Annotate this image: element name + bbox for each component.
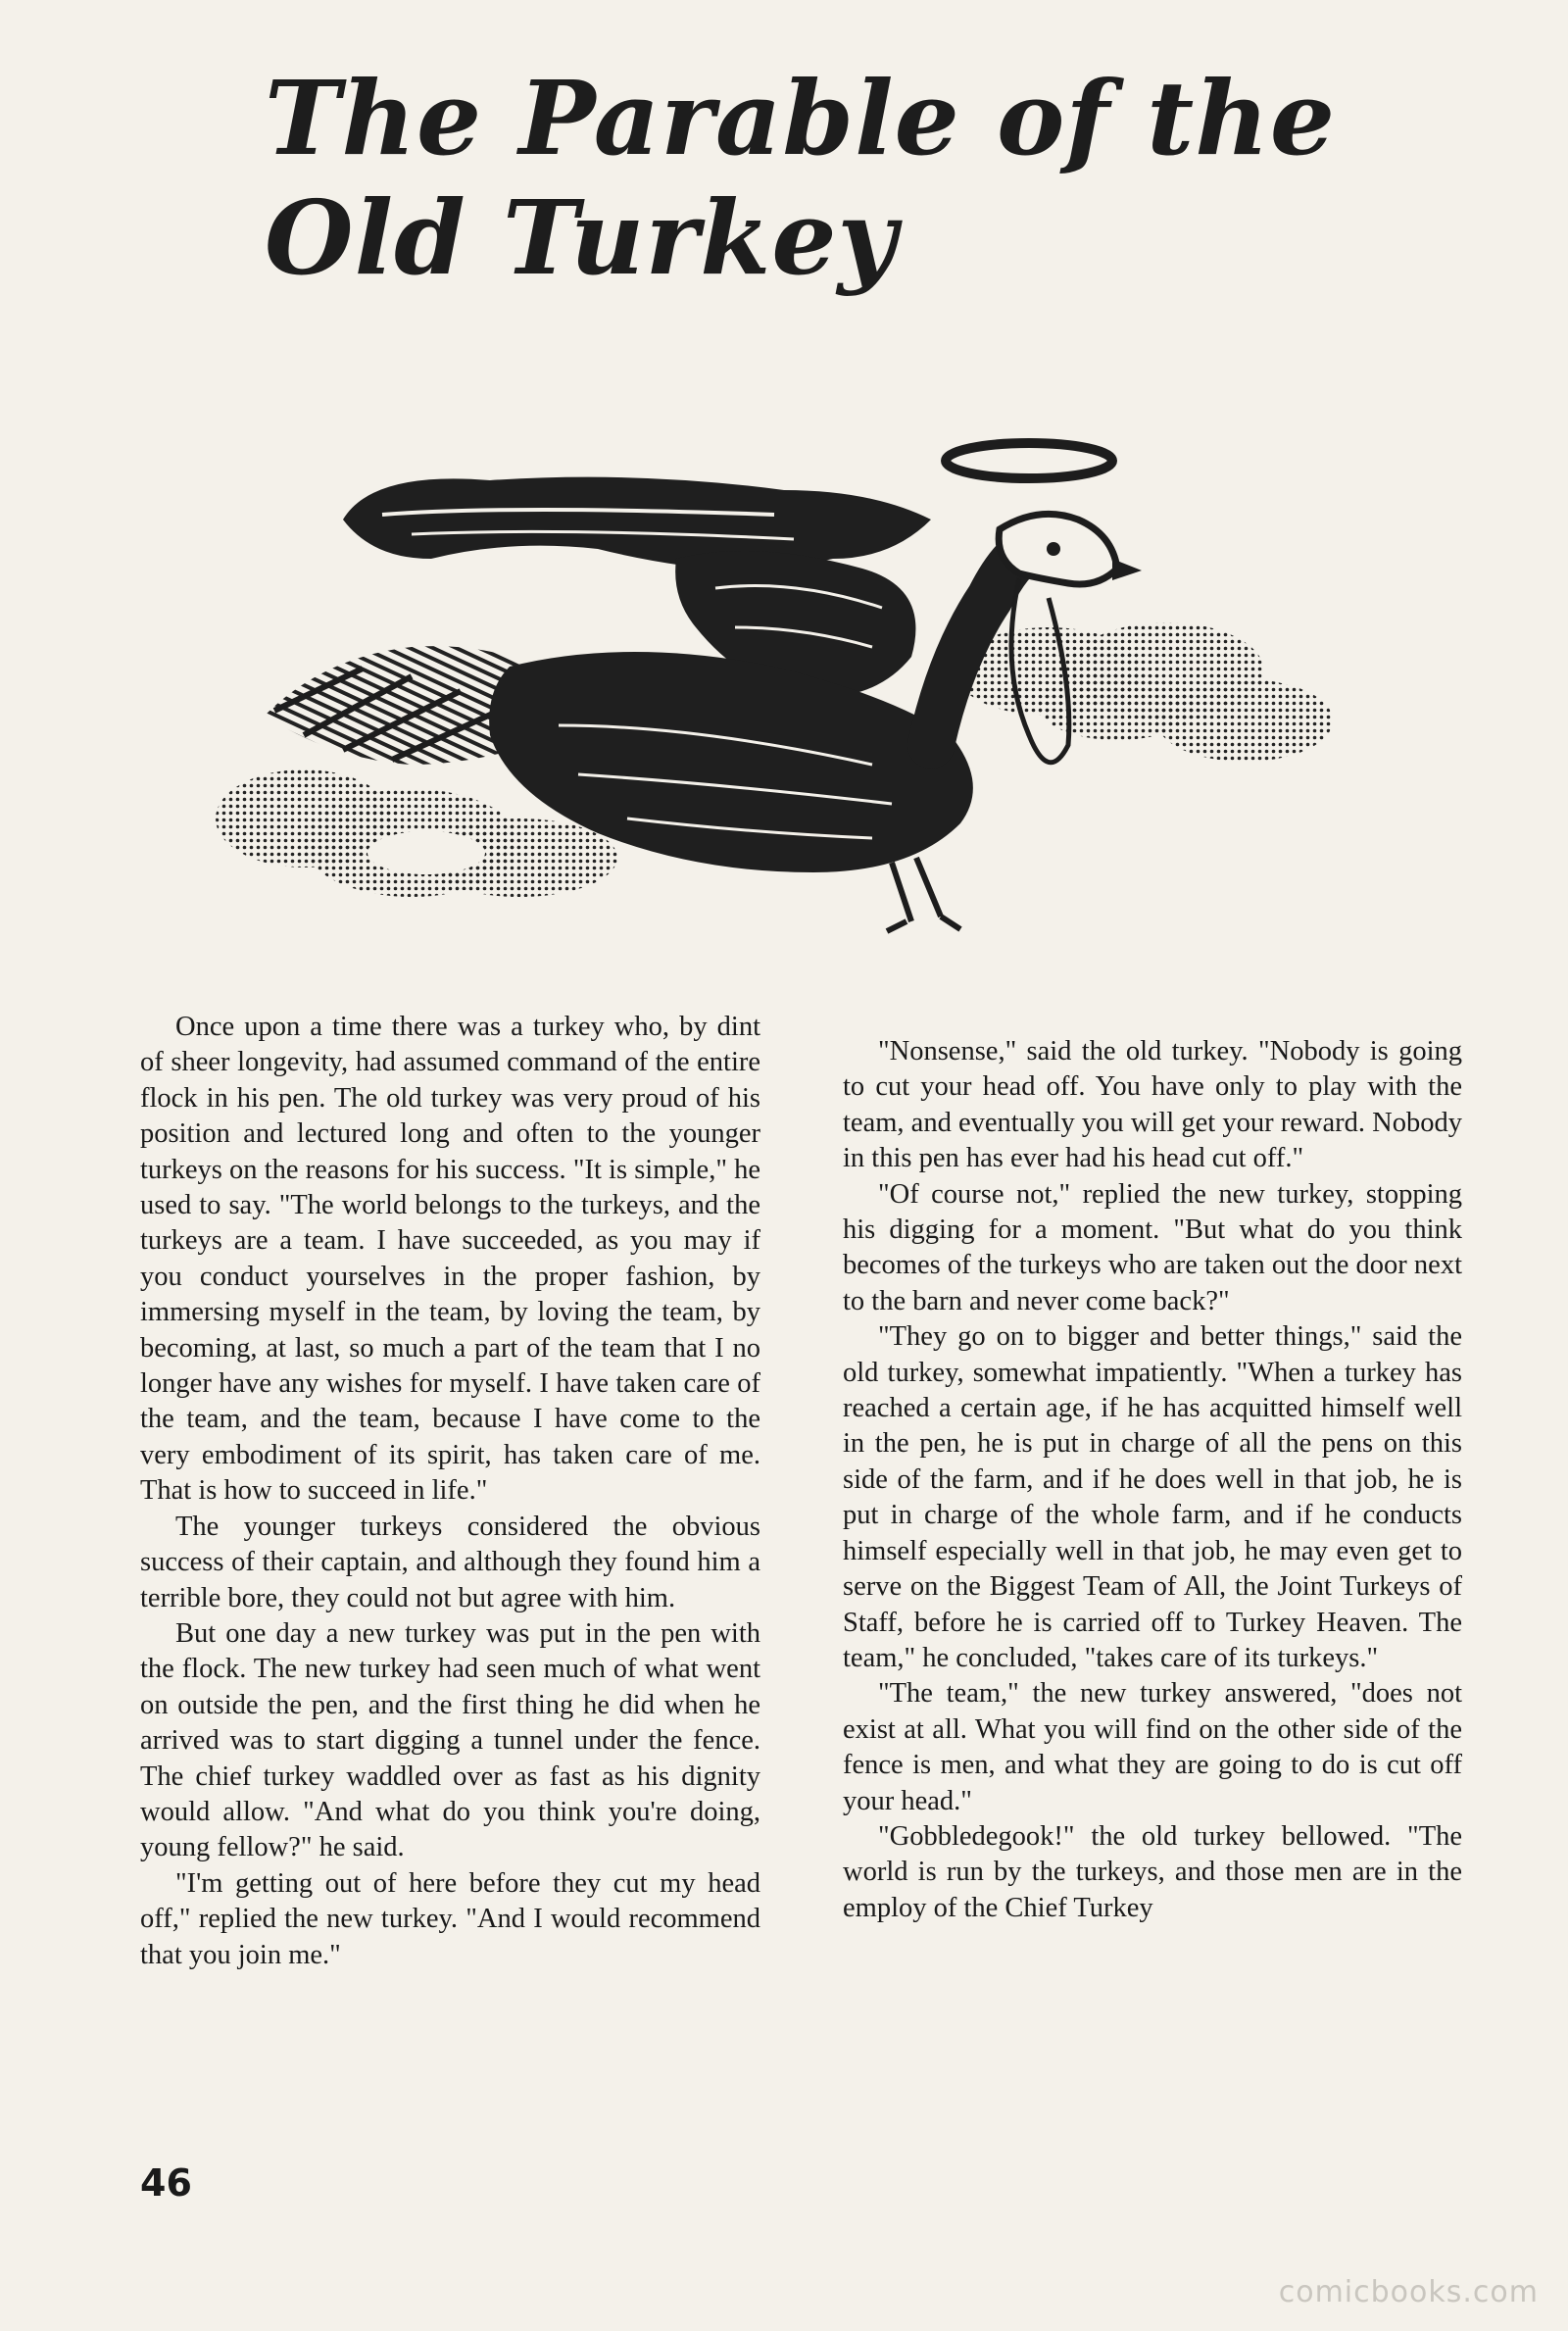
paragraph: "Nonsense," said the old turkey. "Nobody is going to cut your head off. You have only to play with the team, and eventually you will get your reward. Nobody in this pen has ever had his head cut off."	[843, 1036, 1462, 1174]
title-line-2: Old Turkey	[265, 177, 898, 298]
turkey-upper-wing	[343, 477, 931, 573]
paragraph: "I'm getting out of here before they cut my head off," replied the new turkey. "And I would recommend that you join me."	[140, 1867, 760, 1970]
title-line-1: The Parable of the	[265, 58, 1337, 178]
paragraph: Once upon a time there was a turkey who, by dint of sheer longevity, had assumed command of the entire flock in his pen. The old turkey was very proud of his position and lectured long and often to the younger turkeys on the reasons for his success. "It is simple," he used to say. "The world belongs to the turkeys, and the turkeys are a team. I have succeeded, as you may if you conduct yourselves in the proper fashion, by immersing myself in the team, by loving the team, by becoming, at last, so much a part of the team that I no longer have any wishes for myself. I have taken care of the team, and the team, because I have come to the very embodiment of its spirit, has taken care of me. That is how to succeed in life."	[140, 1012, 760, 1507]
paragraph: "They go on to bigger and better things," said the old turkey, somewhat impatiently. "When a turkey has reached a certain age, if he has acquitted himself well in the pen, he is put in charge of all the pens on this side of the farm, and if he does well in that job, he is put in charge of the whole farm, and if he conducts himself especially well in that job, he may even get to serve on the Biggest Team of All, the Joint Turkeys of Staff, before he is carried off to Turkey Heaven. The team," he concluded, "takes care of its turkeys."	[843, 1321, 1462, 1673]
text-column-right	[843, 1034, 1462, 1926]
flying-turkey-illustration	[186, 412, 1382, 1019]
paragraph: But one day a new turkey was put in the pen with the flock. The new turkey had seen much of what went on outside the pen, and the first thing he did when he arrived was to start digging a tunnel under the fence. The chief turkey waddled over as fast as his dignity would allow. "And what do you think you're doing, young fellow?" he said.	[140, 1617, 760, 1863]
paragraph: "Of course not," replied the new turkey, stopping his digging for a moment. "But what do you think becomes of the turkeys who are taken out the door next to the barn and never come back?"	[843, 1178, 1462, 1316]
page-number: 46	[140, 2161, 192, 2205]
article-title	[265, 59, 1392, 298]
paragraph: "Gobbledegook!" the old turkey bellowed. "The world is run by the turkeys, and those men are in the employ of the Chief Turkey	[843, 1820, 1462, 1923]
paragraph: The younger turkeys considered the obvious success of their captain, and although they found him a terrible bore, they could not but agree with him.	[140, 1511, 760, 1613]
text-column-left	[140, 1010, 760, 1973]
paragraph: "The team," the new turkey answered, "does not exist at all. What you will find on the other side of the fence is men, and what they are going to do is cut off your head."	[843, 1678, 1462, 1816]
halo	[946, 443, 1112, 478]
watermark: comicbooks.com	[1278, 2275, 1539, 2309]
turkey-feet	[887, 858, 960, 931]
